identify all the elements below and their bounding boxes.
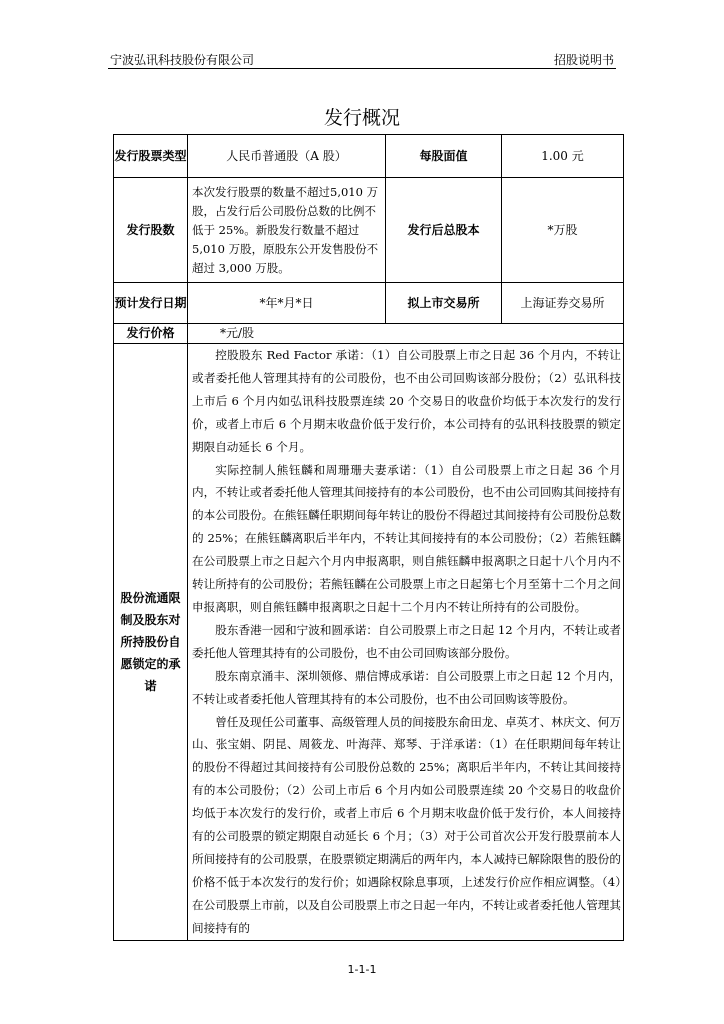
lockup-paragraph-hk-ningbo: 股东香港一园和宁波和圆承诺：自公司股票上市之日起 12 个月内，不转让或者委托他人管理其持有的公司股份，也不由公司回购该部分股份。 [192,622,621,660]
offering-overview-table [113,134,624,941]
lockup-commitments [188,344,624,941]
stock-type-value: 人民币普通股（A 股） [188,135,386,178]
page-number: 1-1-1 [347,963,377,976]
table-row [114,135,624,178]
table-row [114,178,624,283]
lockup-paragraph-actual-controller: 实际控制人熊钰麟和周珊珊夫妻承诺：（1）自公司股票上市之日起 36 个月内，不转让或者委托他人管理其间接持有的本公司股份，也不由公司回购其间接持有的本公司股份。在熊钰麟任职期间每年转让的股份不得超过其间接持有公司股份总数的 25%；在熊钰麟离职后半年内，不转让其间接持有的本公司股份；（2）若熊钰麟在公司股票上市之日起六个月内申报离职，则自熊钰麟申报离职之日起十八个月内不转让所持有的公司股份；若熊钰麟在公司股票上市之日起第七个月至第十二个月之间申报离职，则自熊钰麟申报离职之日起十二个月内不转让所持有的公司股份。 [192,462,621,614]
shares-value: 本次发行股票的数量不超过5,010 万股，占发行后公司股份总数的比例不低于 25%。新股发行数量不超过 5,010 万股，原股东公开发售股份不超过 3,000 万股。 [188,178,386,283]
par-value-label: 每股面值 [386,135,502,178]
header-document-type: 招股说明书 [553,53,614,67]
table-row [114,324,624,344]
issue-date-label: 预计发行日期 [114,283,188,324]
issue-price-label: 发行价格 [114,324,188,344]
lockup-paragraph-other-shareholders: 股东南京涌丰、深圳领修、鼎信博成承诺：自公司股票上市之日起 12 个月内，不转让或者委托他人管理其持有的本公司股份，也不由公司回购该等股份。 [192,668,621,706]
page-title: 发行概况 [323,107,400,129]
table-row [114,344,624,941]
lockup-paragraph-controlling-shareholder: 控股股东 Red Factor 承诺：（1）自公司股票上市之日起 36 个月内，不转让或者委托他人管理其持有的公司股份，也不由公司回购该部分股份；（2）弘讯科技上市后 6 个月内如弘讯科技股票连续 20 个交易日的收盘价均低于本次发行的发行价，或者上市后 6 个月期末收盘价低于发行价，本公司持有的弘讯科技股票的锁定期限自动延长 6 个月。 [192,348,621,454]
exchange-label: 拟上市交易所 [386,283,502,324]
lockup-label: 股份流通限制及股东对所持股份自愿锁定的承诺 [114,344,188,941]
par-value-value: 1.00 元 [502,135,624,178]
page-header [108,50,616,69]
total-shares-label: 发行后总股本 [386,178,502,283]
table-row [114,283,624,324]
shares-label: 发行股数 [114,178,188,283]
header-company-name: 宁波弘讯科技股份有限公司 [110,53,255,67]
total-shares-value: *万股 [502,178,624,283]
issue-price-value: *元/股 [188,324,624,344]
issue-date-value: *年*月*日 [188,283,386,324]
lockup-paragraph-directors-executives: 曾任及现任公司董事、高级管理人员的间接股东俞田龙、卓英才、林庆文、何万山、张宝娟、阴昆、周筱龙、叶海萍、郑琴、于洋承诺：（1）在任职期间每年转让的股份不得超过其间接持有公司股份总数的 25%；离职后半年内，不转让其间接持有的本公司股份；（2）公司上市后 6 个月内如公司股票连续 20 个交易日的收盘价均低于本次发行的发行价，或者上市后 6 个月期末收盘价低于发行价，本人间接持有的公司股票的锁定期限自动延长 6 个月；（3）对于公司首次公开发行股票前本人所间接持有的公司股票，在股票锁定期满后的两年内，本人减持已解除限售的股份的价格不低于本次发行的发行价；如遇除权除息事项，上述发行价应作相应调整。（4）在公司股票上市前，以及自公司股票上市之日起一年内，不转让或者委托他人管理其间接持有的 [192,714,621,935]
stock-type-label: 发行股票类型 [114,135,188,178]
exchange-value: 上海证券交易所 [502,283,624,324]
